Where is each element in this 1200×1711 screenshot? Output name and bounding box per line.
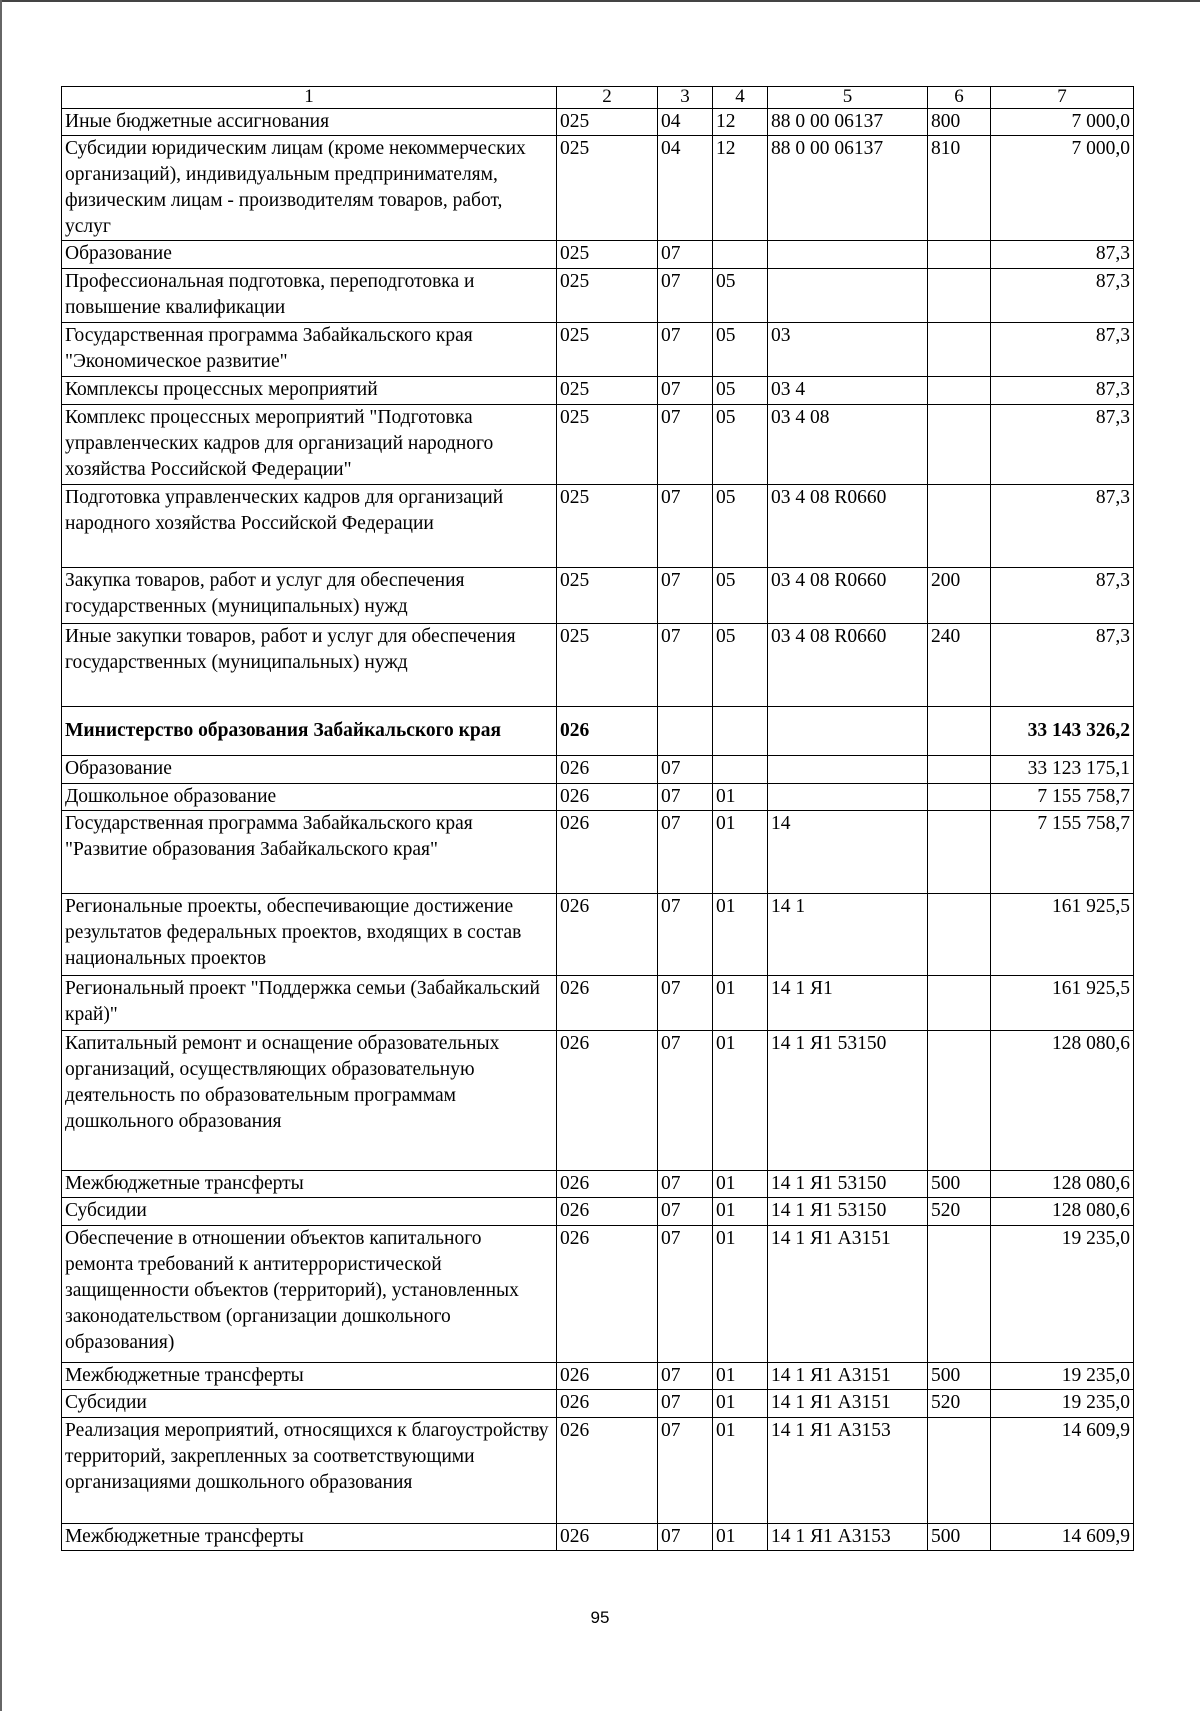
- row-ministry-cell: 025: [557, 377, 658, 405]
- page-number: 95: [590, 1608, 610, 1627]
- row-subsection-cell: 12: [713, 109, 768, 136]
- table-row: [62, 707, 1134, 756]
- row-section-cell: 07: [658, 1524, 713, 1551]
- row-type-cell: 500: [928, 1363, 991, 1390]
- row-section-cell: 07: [658, 241, 713, 269]
- row-subsection-cell: 01: [713, 894, 768, 976]
- table-row: [62, 1418, 1134, 1524]
- row-name-cell: Иные закупки товаров, работ и услуг для обеспечения государственных (муниципальных) нужд: [62, 624, 557, 707]
- row-name-cell: Комплексы процессных мероприятий: [62, 377, 557, 405]
- row-section-cell: 07: [658, 377, 713, 405]
- row-amount-cell: 128 080,6: [991, 1198, 1134, 1226]
- row-target-cell: 14 1 Я1 A3151: [768, 1363, 928, 1390]
- row-amount-cell: 161 925,5: [991, 894, 1134, 976]
- row-ministry-cell: 026: [557, 1524, 658, 1551]
- row-subsection-cell: 01: [713, 1390, 768, 1418]
- table-row: [62, 323, 1134, 377]
- table-row: [62, 1524, 1134, 1551]
- row-target-cell: 14 1 Я1 53150: [768, 1031, 928, 1171]
- table-row: [62, 624, 1134, 707]
- row-target-cell: [768, 707, 928, 756]
- row-amount-cell: 128 080,6: [991, 1171, 1134, 1198]
- row-section-cell: 07: [658, 1418, 713, 1524]
- row-type-cell: 500: [928, 1171, 991, 1198]
- row-type-cell: 520: [928, 1198, 991, 1226]
- row-amount-cell: 7 000,0: [991, 136, 1134, 241]
- row-name-cell: Закупка товаров, работ и услуг для обеспечения государственных (муниципальных) нужд: [62, 568, 557, 624]
- row-ministry-cell: 025: [557, 405, 658, 485]
- row-subsection-cell: [713, 756, 768, 784]
- row-amount-cell: 87,3: [991, 377, 1134, 405]
- header-cell-7: 7: [991, 87, 1134, 109]
- row-section-cell: 07: [658, 624, 713, 707]
- row-section-cell: 07: [658, 269, 713, 323]
- table-row: [62, 1363, 1134, 1390]
- row-name-cell: Межбюджетные трансферты: [62, 1363, 557, 1390]
- row-ministry-cell: 025: [557, 241, 658, 269]
- row-section-cell: 07: [658, 976, 713, 1031]
- row-amount-cell: 7 155 758,7: [991, 784, 1134, 811]
- row-type-cell: [928, 811, 991, 894]
- table-row: [62, 568, 1134, 624]
- row-name-cell: Образование: [62, 241, 557, 269]
- row-type-cell: [928, 269, 991, 323]
- row-name-cell: Обеспечение в отношении объектов капитального ремонта требований к антитеррористической защищенности объектов (территорий), установленных законодательством (организации дошкольного образования): [62, 1226, 557, 1363]
- row-ministry-cell: 026: [557, 784, 658, 811]
- table-row: [62, 269, 1134, 323]
- row-subsection-cell: 01: [713, 1363, 768, 1390]
- row-target-cell: 03 4 08 R0660: [768, 568, 928, 624]
- row-amount-cell: 87,3: [991, 405, 1134, 485]
- table-body: [62, 87, 1134, 1551]
- row-subsection-cell: 01: [713, 976, 768, 1031]
- row-target-cell: 03 4 08: [768, 405, 928, 485]
- table-row: [62, 136, 1134, 241]
- row-amount-cell: 33 143 326,2: [991, 707, 1134, 756]
- row-target-cell: [768, 241, 928, 269]
- row-ministry-cell: 026: [557, 1198, 658, 1226]
- row-type-cell: [928, 1031, 991, 1171]
- header-cell-4: 4: [713, 87, 768, 109]
- row-ministry-cell: 025: [557, 624, 658, 707]
- row-ministry-cell: 026: [557, 756, 658, 784]
- row-amount-cell: 87,3: [991, 624, 1134, 707]
- row-target-cell: 03: [768, 323, 928, 377]
- row-section-cell: 07: [658, 1031, 713, 1171]
- table-row: [62, 241, 1134, 269]
- row-name-cell: Образование: [62, 756, 557, 784]
- row-amount-cell: 7 155 758,7: [991, 811, 1134, 894]
- row-type-cell: [928, 784, 991, 811]
- table-row: [62, 894, 1134, 976]
- table-row: [62, 1226, 1134, 1363]
- row-subsection-cell: 01: [713, 1524, 768, 1551]
- row-type-cell: [928, 241, 991, 269]
- row-section-cell: 07: [658, 405, 713, 485]
- row-amount-cell: 128 080,6: [991, 1031, 1134, 1171]
- table-row: [62, 1031, 1134, 1171]
- row-amount-cell: 7 000,0: [991, 109, 1134, 136]
- row-name-cell: Региональный проект "Поддержка семьи (Забайкальский край)": [62, 976, 557, 1031]
- row-subsection-cell: 01: [713, 1418, 768, 1524]
- row-ministry-cell: 025: [557, 323, 658, 377]
- row-subsection-cell: 05: [713, 624, 768, 707]
- row-target-cell: 03 4 08 R0660: [768, 624, 928, 707]
- scan-edge-top: [0, 0, 1200, 2]
- row-target-cell: 14 1 Я1 53150: [768, 1171, 928, 1198]
- row-section-cell: 07: [658, 811, 713, 894]
- row-ministry-cell: 026: [557, 976, 658, 1031]
- row-section-cell: 07: [658, 1198, 713, 1226]
- row-section-cell: 07: [658, 784, 713, 811]
- row-target-cell: 14 1 Я1: [768, 976, 928, 1031]
- row-type-cell: [928, 1226, 991, 1363]
- row-type-cell: 520: [928, 1390, 991, 1418]
- row-name-cell: Подготовка управленческих кадров для организаций народного хозяйства Российской Федерации: [62, 485, 557, 568]
- row-name-cell: Дошкольное образование: [62, 784, 557, 811]
- row-amount-cell: 19 235,0: [991, 1226, 1134, 1363]
- table-row: [62, 756, 1134, 784]
- row-target-cell: 14 1 Я1 53150: [768, 1198, 928, 1226]
- table-row: [62, 377, 1134, 405]
- row-subsection-cell: 05: [713, 405, 768, 485]
- budget-table: [61, 86, 1134, 1551]
- header-cell-2: 2: [557, 87, 658, 109]
- table-row: [62, 1198, 1134, 1226]
- row-subsection-cell: 01: [713, 1031, 768, 1171]
- row-subsection-cell: 05: [713, 568, 768, 624]
- row-ministry-cell: 026: [557, 707, 658, 756]
- row-ministry-cell: 025: [557, 136, 658, 241]
- row-subsection-cell: 05: [713, 485, 768, 568]
- row-name-cell: Профессиональная подготовка, переподготовка и повышение квалификации: [62, 269, 557, 323]
- row-section-cell: 07: [658, 1363, 713, 1390]
- row-type-cell: 200: [928, 568, 991, 624]
- row-ministry-cell: 026: [557, 1390, 658, 1418]
- row-ministry-cell: 026: [557, 1226, 658, 1363]
- row-section-cell: 07: [658, 568, 713, 624]
- row-type-cell: 810: [928, 136, 991, 241]
- row-name-cell: Комплекс процессных мероприятий "Подготовка управленческих кадров для организаций народного хозяйства Российской Федерации": [62, 405, 557, 485]
- row-ministry-cell: 025: [557, 568, 658, 624]
- row-section-cell: 07: [658, 323, 713, 377]
- row-section-cell: 07: [658, 1390, 713, 1418]
- row-target-cell: 14 1 Я1 A3151: [768, 1226, 928, 1363]
- row-target-cell: 14 1 Я1 A3151: [768, 1390, 928, 1418]
- row-subsection-cell: 01: [713, 1198, 768, 1226]
- header-row: [62, 87, 1134, 109]
- row-name-cell: Иные бюджетные ассигнования: [62, 109, 557, 136]
- row-target-cell: 14 1 Я1 A3153: [768, 1524, 928, 1551]
- row-ministry-cell: 025: [557, 269, 658, 323]
- row-name-cell: Субсидии: [62, 1198, 557, 1226]
- row-type-cell: [928, 707, 991, 756]
- row-name-cell: Реализация мероприятий, относящихся к благоустройству территорий, закрепленных за соответствующими организациями дошкольного образования: [62, 1418, 557, 1524]
- row-subsection-cell: 05: [713, 269, 768, 323]
- row-name-cell: Региональные проекты, обеспечивающие достижение результатов федеральных проектов, входящих в состав национальных проектов: [62, 894, 557, 976]
- row-name-cell: Министерство образования Забайкальского края: [62, 707, 557, 756]
- row-ministry-cell: 025: [557, 485, 658, 568]
- row-section-cell: 07: [658, 485, 713, 568]
- row-type-cell: [928, 405, 991, 485]
- row-section-cell: 07: [658, 1226, 713, 1363]
- row-name-cell: Межбюджетные трансферты: [62, 1171, 557, 1198]
- row-type-cell: [928, 323, 991, 377]
- row-type-cell: [928, 976, 991, 1031]
- table-row: [62, 485, 1134, 568]
- row-type-cell: [928, 756, 991, 784]
- row-amount-cell: 19 235,0: [991, 1390, 1134, 1418]
- row-target-cell: 14 1 Я1 A3153: [768, 1418, 928, 1524]
- row-name-cell: Государственная программа Забайкальского края "Развитие образования Забайкальского края": [62, 811, 557, 894]
- row-target-cell: 03 4: [768, 377, 928, 405]
- row-section-cell: 07: [658, 756, 713, 784]
- row-target-cell: [768, 756, 928, 784]
- header-cell-6: 6: [928, 87, 991, 109]
- row-target-cell: 14: [768, 811, 928, 894]
- row-name-cell: Государственная программа Забайкальского края "Экономическое развитие": [62, 323, 557, 377]
- row-section-cell: 04: [658, 136, 713, 241]
- row-ministry-cell: 026: [557, 1171, 658, 1198]
- row-name-cell: Капитальный ремонт и оснащение образовательных организаций, осуществляющих образовательную деятельность по образовательным программам дошкольного образования: [62, 1031, 557, 1171]
- row-type-cell: [928, 377, 991, 405]
- row-section-cell: 07: [658, 1171, 713, 1198]
- row-target-cell: 88 0 00 06137: [768, 109, 928, 136]
- table-row: [62, 405, 1134, 485]
- row-type-cell: [928, 1418, 991, 1524]
- row-type-cell: 240: [928, 624, 991, 707]
- row-subsection-cell: 12: [713, 136, 768, 241]
- table-row: [62, 1171, 1134, 1198]
- table-row: [62, 1390, 1134, 1418]
- row-subsection-cell: 01: [713, 1226, 768, 1363]
- row-subsection-cell: 05: [713, 377, 768, 405]
- row-amount-cell: 87,3: [991, 323, 1134, 377]
- header-cell-5: 5: [768, 87, 928, 109]
- scan-edge-left: [0, 0, 2, 1711]
- row-amount-cell: 161 925,5: [991, 976, 1134, 1031]
- row-subsection-cell: 01: [713, 811, 768, 894]
- row-type-cell: [928, 485, 991, 568]
- row-ministry-cell: 026: [557, 894, 658, 976]
- row-target-cell: 14 1: [768, 894, 928, 976]
- row-ministry-cell: 026: [557, 811, 658, 894]
- table-row: [62, 976, 1134, 1031]
- row-name-cell: Субсидии: [62, 1390, 557, 1418]
- row-amount-cell: 14 609,9: [991, 1418, 1134, 1524]
- row-section-cell: 04: [658, 109, 713, 136]
- row-subsection-cell: 01: [713, 1171, 768, 1198]
- row-subsection-cell: 05: [713, 323, 768, 377]
- row-name-cell: Межбюджетные трансферты: [62, 1524, 557, 1551]
- row-subsection-cell: 01: [713, 784, 768, 811]
- row-amount-cell: 87,3: [991, 568, 1134, 624]
- row-amount-cell: 19 235,0: [991, 1363, 1134, 1390]
- row-target-cell: 88 0 00 06137: [768, 136, 928, 241]
- table-row: [62, 109, 1134, 136]
- row-subsection-cell: [713, 241, 768, 269]
- row-amount-cell: 87,3: [991, 241, 1134, 269]
- row-amount-cell: 33 123 175,1: [991, 756, 1134, 784]
- row-target-cell: 03 4 08 R0660: [768, 485, 928, 568]
- row-type-cell: [928, 894, 991, 976]
- row-ministry-cell: 025: [557, 109, 658, 136]
- row-ministry-cell: 026: [557, 1418, 658, 1524]
- row-amount-cell: 87,3: [991, 269, 1134, 323]
- row-subsection-cell: [713, 707, 768, 756]
- row-ministry-cell: 026: [557, 1363, 658, 1390]
- header-cell-1: 1: [62, 87, 557, 109]
- row-section-cell: [658, 707, 713, 756]
- row-type-cell: 500: [928, 1524, 991, 1551]
- row-amount-cell: 14 609,9: [991, 1524, 1134, 1551]
- header-cell-3: 3: [658, 87, 713, 109]
- row-target-cell: [768, 269, 928, 323]
- row-amount-cell: 87,3: [991, 485, 1134, 568]
- row-type-cell: 800: [928, 109, 991, 136]
- row-name-cell: Субсидии юридическим лицам (кроме некоммерческих организаций), индивидуальным предпринимателям, физическим лицам - производителям товаров, работ, услуг: [62, 136, 557, 241]
- row-section-cell: 07: [658, 894, 713, 976]
- table-row: [62, 784, 1134, 811]
- row-target-cell: [768, 784, 928, 811]
- row-ministry-cell: 026: [557, 1031, 658, 1171]
- table-row: [62, 811, 1134, 894]
